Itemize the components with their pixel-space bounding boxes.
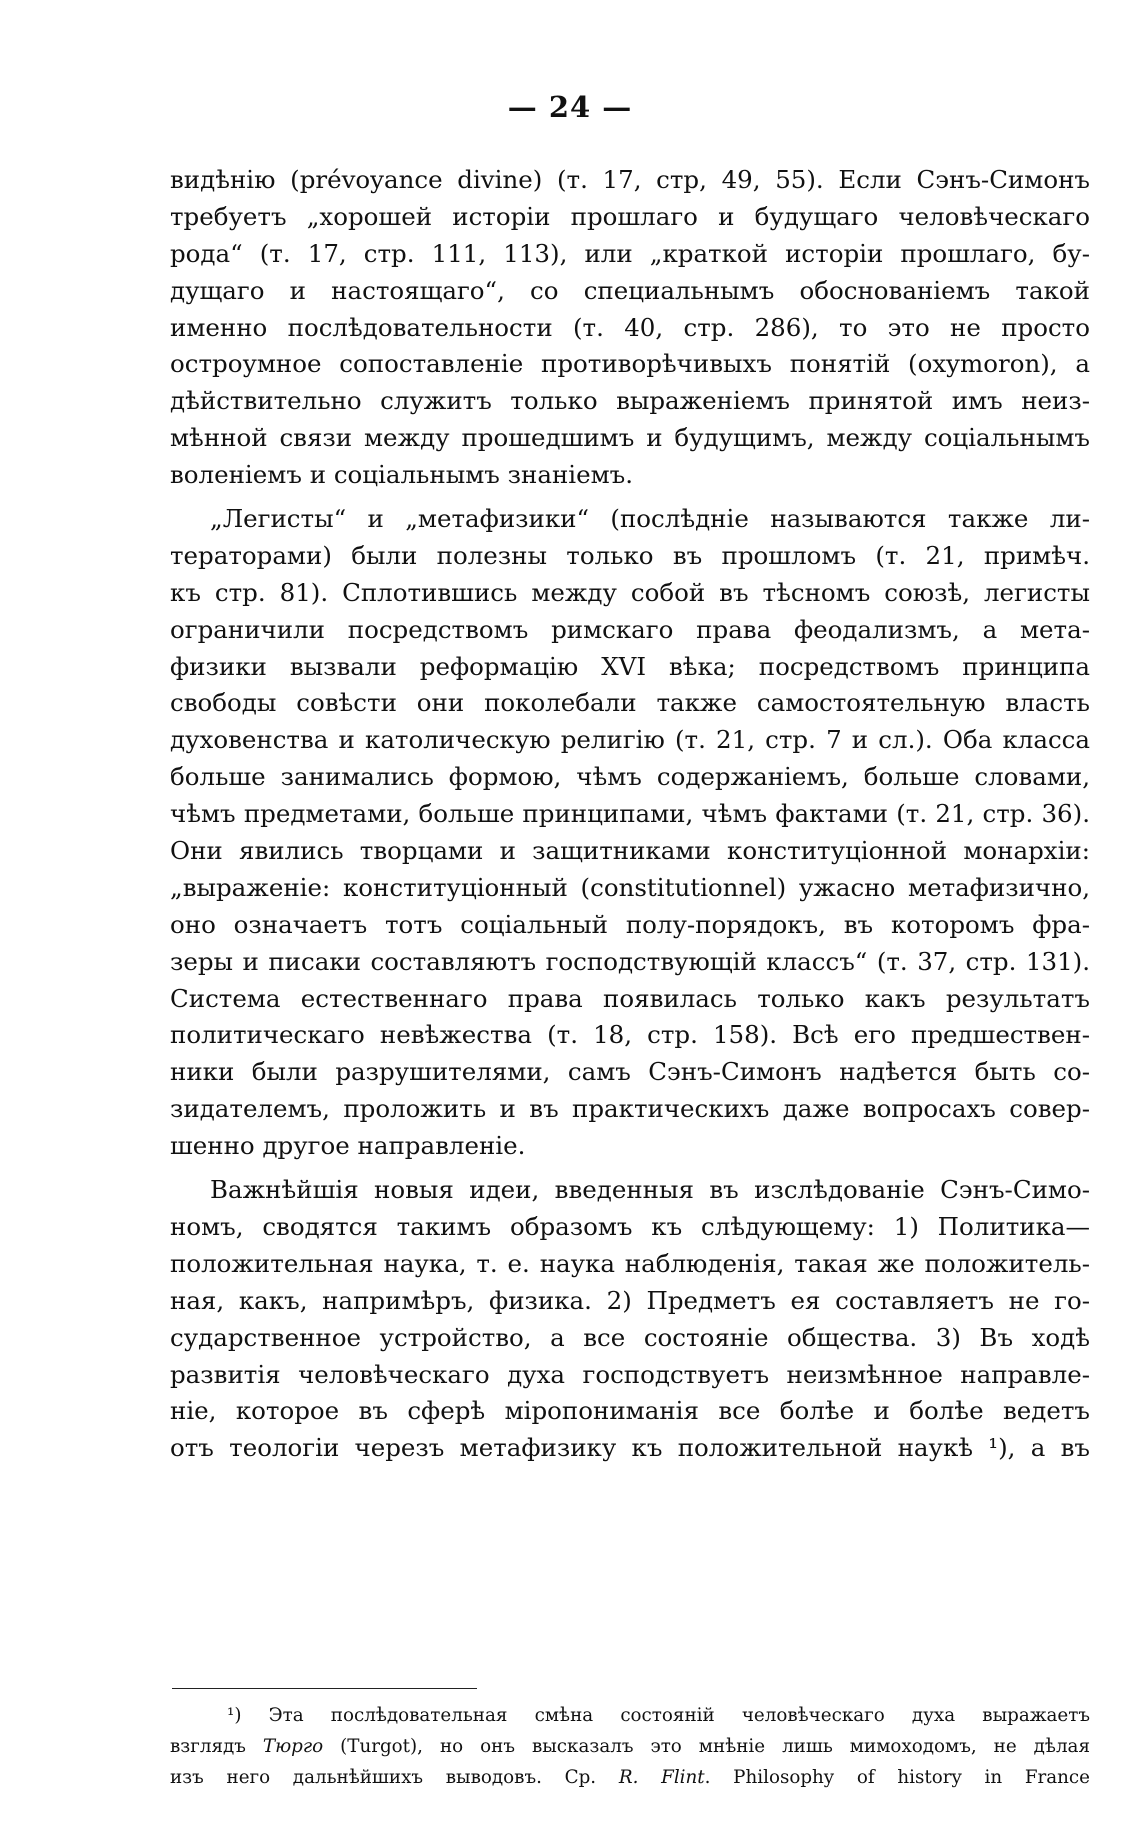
text-line: рода“ (т. 17, стр. 111, 113), или „краткой исторіи прошлаго, бу- — [170, 238, 1090, 268]
footnote-text: взглядъ — [170, 1736, 263, 1757]
text-line: развитія человѣческаго духа господствуетъ неизмѣнное направле- — [170, 1359, 1090, 1389]
text-line: воленіемъ и соціальнымъ знаніемъ. — [170, 460, 634, 490]
text-line: Система естественнаго права появилась только какъ результатъ — [170, 983, 1090, 1013]
text-line: дѣйствительно служитъ только выраженіемъ принятой имъ неиз- — [170, 386, 1090, 416]
text-line: „выраженіе: конституціонный (constitutionnel) ужасно метафизично, — [170, 872, 1090, 902]
paragraph-2 — [170, 501, 1090, 1165]
text-line: номъ, сводятся такимъ образомъ къ слѣдующему: 1) Политика— — [170, 1211, 1090, 1241]
footnote-divider — [172, 1688, 477, 1689]
text-line: тераторами) были полезны только въ прошломъ (т. 21, примѣч. — [170, 540, 1090, 570]
page-number: — 24 — — [507, 90, 633, 124]
text-line: требуетъ „хорошей исторіи прошлаго и будущаго человѣческаго — [170, 201, 1090, 231]
text-line: именно послѣдовательности (т. 40, стр. 286), то это не просто — [170, 312, 1090, 342]
text-line: видѣнію (prévoyance divine) (т. 17, стр, 49, 55). Если Сэнъ-Симонъ — [170, 165, 1090, 194]
text-line: ная, какъ, напримѣръ, физика. 2) Предметъ ея составляетъ не го- — [170, 1285, 1090, 1315]
footnote-line: ¹) Эта послѣдовательная смѣна состояній человѣческаго духа выражаетъ — [227, 1705, 1090, 1726]
text-line: „Легисты“ и „метафизики“ (послѣдніе называются также ли- — [210, 504, 1090, 534]
text-line: свободы совѣсти они поколебали также самостоятельную власть — [170, 688, 1090, 718]
paragraph-3 — [170, 1172, 1090, 1467]
text-line: ограничили посредствомъ римскаго права феодализмъ, а мета- — [170, 614, 1090, 644]
text-line: ники были разрушителями, самъ Сэнъ-Симонъ надѣется быть со- — [170, 1057, 1090, 1087]
paragraph-1 — [170, 162, 1090, 494]
footnote — [170, 1700, 1090, 1793]
text-line: остроумное сопоставленіе противорѣчивыхъ понятій (oxymoron), а — [170, 349, 1090, 379]
text-line: шенно другое направленіе. — [170, 1131, 526, 1161]
footnote-text: (Turgot), но онъ высказалъ это мнѣніе лишь мимоходомъ, не дѣлая — [323, 1736, 1090, 1757]
text-line: зеры и писаки составляютъ господствующій классъ“ (т. 37, стр. 131). — [170, 946, 1090, 976]
text-line: ніе, которое въ сферѣ міропониманія все болѣе и болѣе ведетъ — [170, 1396, 1090, 1426]
text-line: положительная наука, т. е. наука наблюденія, такая же положитель- — [170, 1248, 1090, 1278]
footnote-line — [170, 1731, 1090, 1762]
footnote-author-name: Тюрго — [262, 1736, 324, 1757]
text-line: отъ теологіи черезъ метафизику къ положительной наукѣ ¹), а въ — [170, 1433, 1090, 1463]
text-line: зидателемъ, проложить и въ практическихъ даже вопросахъ совер- — [170, 1094, 1090, 1124]
text-line: больше занимались формою, чѣмъ содержаніемъ, больше словами, — [170, 762, 1090, 792]
text-line: чѣмъ предметами, больше принципами, чѣмъ фактами (т. 21, стр. 36). — [170, 799, 1090, 829]
text-line: Они явились творцами и защитниками конституціонной монархіи: — [170, 836, 1090, 866]
text-line: къ стр. 81). Сплотившись между собой въ тѣсномъ союзѣ, легисты — [170, 577, 1090, 607]
text-line: мѣнной связи между прошедшимъ и будущимъ, между соціальнымъ — [170, 423, 1090, 453]
footnote-text: . Philosophy of history in France — [704, 1767, 1090, 1788]
text-line: духовенства и католическую религію (т. 21, стр. 7 и сл.). Оба класса — [170, 725, 1090, 755]
footnote-text: изъ него дальнѣйшихъ выводовъ. Ср. — [170, 1767, 619, 1788]
text-line: дущаго и настоящаго“, со специальнымъ обоснованіемъ такой — [170, 275, 1090, 305]
text-line: оно означаетъ тотъ соціальный полу-порядокъ, въ которомъ фра- — [170, 909, 1090, 939]
text-line: политическаго невѣжества (т. 18, стр. 158). Всѣ его предшествен- — [170, 1020, 1090, 1050]
text-line: физики вызвали реформацію XVI вѣка; посредствомъ принципа — [170, 651, 1090, 681]
text-line: Важнѣйшія новыя идеи, введенныя въ изслѣдованіе Сэнъ-Симо- — [210, 1175, 1090, 1205]
footnote-line — [170, 1762, 1090, 1793]
text-line: сударственное устройство, а все состояніе общества. 3) Въ ходѣ — [170, 1322, 1090, 1352]
main-text — [170, 162, 1090, 1467]
footnote-author-name: R. Flint — [618, 1767, 705, 1788]
